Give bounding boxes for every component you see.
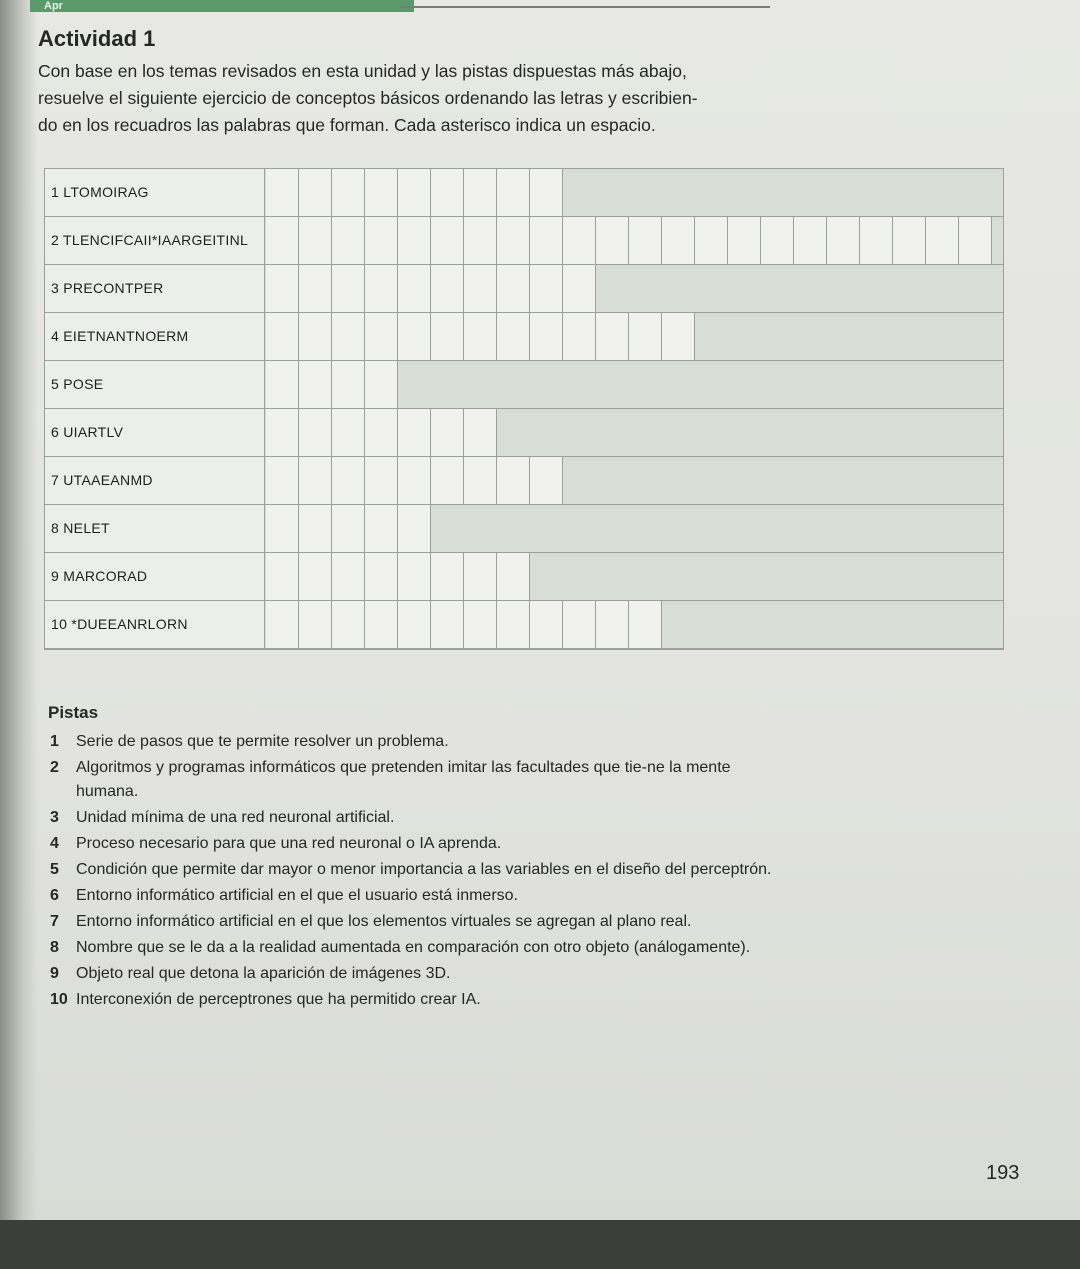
answer-cell[interactable]	[530, 265, 563, 312]
page-binding-shadow	[0, 0, 38, 1220]
answer-cell[interactable]	[332, 409, 365, 456]
puzzle-row-label: 5 POSE	[45, 361, 265, 408]
answer-cell[interactable]	[266, 505, 299, 552]
answer-cell[interactable]	[266, 361, 299, 408]
answer-cell[interactable]	[464, 457, 497, 504]
answer-cell[interactable]	[266, 217, 299, 264]
answer-cell[interactable]	[299, 169, 332, 216]
clue-number: 8	[50, 939, 59, 956]
header-rule	[400, 6, 770, 8]
instructions-line: resuelve el siguiente ejercicio de conceptos básicos ordenando las letras y escribien-	[38, 88, 698, 108]
clue-number: 4	[50, 835, 59, 852]
clue-item	[48, 988, 788, 1012]
answer-cells	[266, 505, 431, 552]
puzzle-row-label: 2 TLENCIFCAII*IAARGEITINL	[45, 217, 265, 264]
answer-cell[interactable]	[563, 313, 596, 360]
puzzle-row	[45, 361, 1003, 409]
answer-cell[interactable]	[530, 601, 563, 648]
answer-cell[interactable]	[365, 313, 398, 360]
answer-cell[interactable]	[497, 313, 530, 360]
answer-cell[interactable]	[464, 601, 497, 648]
answer-cell[interactable]	[266, 457, 299, 504]
clue-item	[48, 910, 788, 934]
answer-cell[interactable]	[398, 265, 431, 312]
clues-title: Pistas	[48, 703, 99, 722]
answer-cell[interactable]	[761, 217, 794, 264]
answer-cell[interactable]	[464, 169, 497, 216]
clue-number: 10	[50, 991, 68, 1008]
answer-cell[interactable]	[332, 169, 365, 216]
answer-cell[interactable]	[299, 505, 332, 552]
puzzle-row-label: 9 MARCORAD	[45, 553, 265, 600]
answer-cells	[266, 601, 662, 648]
clue-number: 2	[50, 759, 59, 776]
answer-cell[interactable]	[332, 265, 365, 312]
puzzle-row	[45, 505, 1003, 553]
answer-cell[interactable]	[464, 553, 497, 600]
answer-cell[interactable]	[827, 217, 860, 264]
answer-cells	[266, 313, 695, 360]
answer-cell[interactable]	[365, 265, 398, 312]
activity-title: Actividad 1	[38, 26, 156, 51]
answer-cell[interactable]	[959, 217, 992, 264]
answer-cell[interactable]	[365, 361, 398, 408]
answer-cell[interactable]	[464, 313, 497, 360]
answer-cell[interactable]	[398, 313, 431, 360]
clues-list	[48, 730, 788, 1014]
answer-cell[interactable]	[497, 217, 530, 264]
answer-cell[interactable]	[926, 217, 959, 264]
puzzle-row	[45, 265, 1003, 313]
answer-cell[interactable]	[332, 553, 365, 600]
puzzle-row-label: 1 LTOMOIRAG	[45, 169, 265, 216]
answer-cell[interactable]	[332, 601, 365, 648]
clue-number: 3	[50, 809, 59, 826]
puzzle-row	[45, 457, 1003, 505]
answer-cell[interactable]	[497, 169, 530, 216]
clue-text: Entorno informático artificial en el que el usuario está inmerso.	[76, 887, 518, 904]
answer-cells	[266, 361, 398, 408]
answer-cell[interactable]	[497, 601, 530, 648]
clue-text: Algoritmos y programas informáticos que pretenden imitar las facultades que tie-ne la mente humana.	[76, 759, 731, 800]
answer-cell[interactable]	[299, 457, 332, 504]
clue-number: 9	[50, 965, 59, 982]
clue-item	[48, 858, 788, 882]
clue-text: Entorno informático artificial en el que los elementos virtuales se agregan al plano real.	[76, 913, 692, 930]
answer-cell[interactable]	[398, 169, 431, 216]
clue-number: 7	[50, 913, 59, 930]
answer-cell[interactable]	[497, 553, 530, 600]
answer-cell[interactable]	[398, 409, 431, 456]
answer-cell[interactable]	[266, 409, 299, 456]
answer-cell[interactable]	[365, 169, 398, 216]
answer-cell[interactable]	[431, 265, 464, 312]
clue-text: Serie de pasos que te permite resolver un problema.	[76, 733, 449, 750]
answer-cell[interactable]	[266, 601, 299, 648]
puzzle-row	[45, 409, 1003, 457]
clue-text: Objeto real que detona la aparición de imágenes 3D.	[76, 965, 451, 982]
answer-cell[interactable]	[431, 457, 464, 504]
answer-cell[interactable]	[299, 265, 332, 312]
answer-cell[interactable]	[794, 217, 827, 264]
answer-cell[interactable]	[332, 505, 365, 552]
answer-cell[interactable]	[662, 313, 695, 360]
clue-item	[48, 756, 788, 804]
answer-cell[interactable]	[530, 313, 563, 360]
answer-cell[interactable]	[332, 217, 365, 264]
answer-cell[interactable]	[398, 601, 431, 648]
answer-cell[interactable]	[629, 601, 662, 648]
puzzle-row-label: 6 UIARTLV	[45, 409, 265, 456]
answer-cells	[266, 265, 596, 312]
answer-cell[interactable]	[893, 217, 926, 264]
answer-cells	[266, 169, 563, 216]
answer-cell[interactable]	[332, 313, 365, 360]
clue-number: 5	[50, 861, 59, 878]
clue-text: Interconexión de perceptrones que ha permitido crear IA.	[76, 991, 481, 1008]
answer-cell[interactable]	[398, 217, 431, 264]
answer-cell[interactable]	[431, 601, 464, 648]
answer-cell[interactable]	[365, 457, 398, 504]
answer-cell[interactable]	[299, 409, 332, 456]
puzzle-row	[45, 553, 1003, 601]
clue-item	[48, 730, 788, 754]
answer-cell[interactable]	[266, 313, 299, 360]
answer-cells	[266, 409, 497, 456]
answer-cell[interactable]	[563, 265, 596, 312]
clue-item	[48, 806, 788, 830]
answer-cell[interactable]	[299, 361, 332, 408]
answer-cells	[266, 457, 563, 504]
answer-cells	[266, 553, 530, 600]
clue-item	[48, 832, 788, 856]
puzzle-row	[45, 169, 1003, 217]
clue-text: Proceso necesario para que una red neuronal o IA aprenda.	[76, 835, 502, 852]
clue-number: 6	[50, 887, 59, 904]
answer-cell[interactable]	[629, 217, 662, 264]
answer-cell[interactable]	[365, 409, 398, 456]
answer-cell[interactable]	[596, 601, 629, 648]
answer-cell[interactable]	[497, 265, 530, 312]
answer-cell[interactable]	[530, 457, 563, 504]
answer-cell[interactable]	[266, 169, 299, 216]
answer-cell[interactable]	[266, 265, 299, 312]
answer-cell[interactable]	[398, 457, 431, 504]
section-tab: Apr	[30, 0, 414, 12]
clue-text: Condición que permite dar mayor o menor importancia a las variables en el diseño del perceptrón.	[76, 861, 772, 878]
word-puzzle-grid	[44, 168, 1004, 650]
answer-cell[interactable]	[431, 169, 464, 216]
page-number: 193	[986, 1162, 1020, 1184]
answer-cell[interactable]	[563, 601, 596, 648]
puzzle-row	[45, 217, 1003, 265]
answer-cell[interactable]	[596, 217, 629, 264]
clue-item	[48, 962, 788, 986]
answer-cell[interactable]	[365, 553, 398, 600]
puzzle-row	[45, 313, 1003, 361]
answer-cell[interactable]	[266, 553, 299, 600]
answer-cell[interactable]	[299, 313, 332, 360]
clue-text: Nombre que se le da a la realidad aumentada en comparación con otro objeto (análogamente).	[76, 939, 751, 956]
answer-cell[interactable]	[431, 313, 464, 360]
clue-text: Unidad mínima de una red neuronal artificial.	[76, 809, 395, 826]
puzzle-row-label: 3 PRECONTPER	[45, 265, 265, 312]
puzzle-row-label: 10 *DUEEANRLORN	[45, 601, 265, 648]
answer-cell[interactable]	[497, 457, 530, 504]
answer-cell[interactable]	[464, 409, 497, 456]
answer-cell[interactable]	[365, 601, 398, 648]
puzzle-row-label: 4 EIETNANTNOERM	[45, 313, 265, 360]
answer-cell[interactable]	[530, 169, 563, 216]
answer-cell[interactable]	[860, 217, 893, 264]
answer-cell[interactable]	[299, 601, 332, 648]
answer-cell[interactable]	[596, 313, 629, 360]
answer-cell[interactable]	[299, 553, 332, 600]
clue-number: 1	[50, 733, 59, 750]
answer-cell[interactable]	[629, 313, 662, 360]
puzzle-row-label: 8 NELET	[45, 505, 265, 552]
instructions-line: do en los recuadros las palabras que forman. Cada asterisco indica un espacio.	[38, 115, 656, 135]
answer-cell[interactable]	[662, 217, 695, 264]
answer-cell[interactable]	[431, 217, 464, 264]
answer-cell[interactable]	[365, 505, 398, 552]
instructions-line: Con base en los temas revisados en esta unidad y las pistas dispuestas más abajo,	[38, 61, 687, 81]
answer-cell[interactable]	[365, 217, 398, 264]
answer-cell[interactable]	[332, 361, 365, 408]
answer-cell[interactable]	[431, 409, 464, 456]
answer-cell[interactable]	[695, 217, 728, 264]
answer-cell[interactable]	[530, 217, 563, 264]
puzzle-row-label: 7 UTAAEANMD	[45, 457, 265, 504]
answer-cell[interactable]	[464, 265, 497, 312]
answer-cells	[266, 217, 992, 264]
answer-cell[interactable]	[728, 217, 761, 264]
answer-cell[interactable]	[398, 553, 431, 600]
answer-cell[interactable]	[431, 553, 464, 600]
clue-item	[48, 936, 788, 960]
instructions	[38, 58, 798, 139]
answer-cell[interactable]	[398, 505, 431, 552]
answer-cell[interactable]	[299, 217, 332, 264]
answer-cell[interactable]	[563, 217, 596, 264]
answer-cell[interactable]	[332, 457, 365, 504]
puzzle-row	[45, 601, 1003, 649]
answer-cell[interactable]	[464, 217, 497, 264]
clue-item	[48, 884, 788, 908]
